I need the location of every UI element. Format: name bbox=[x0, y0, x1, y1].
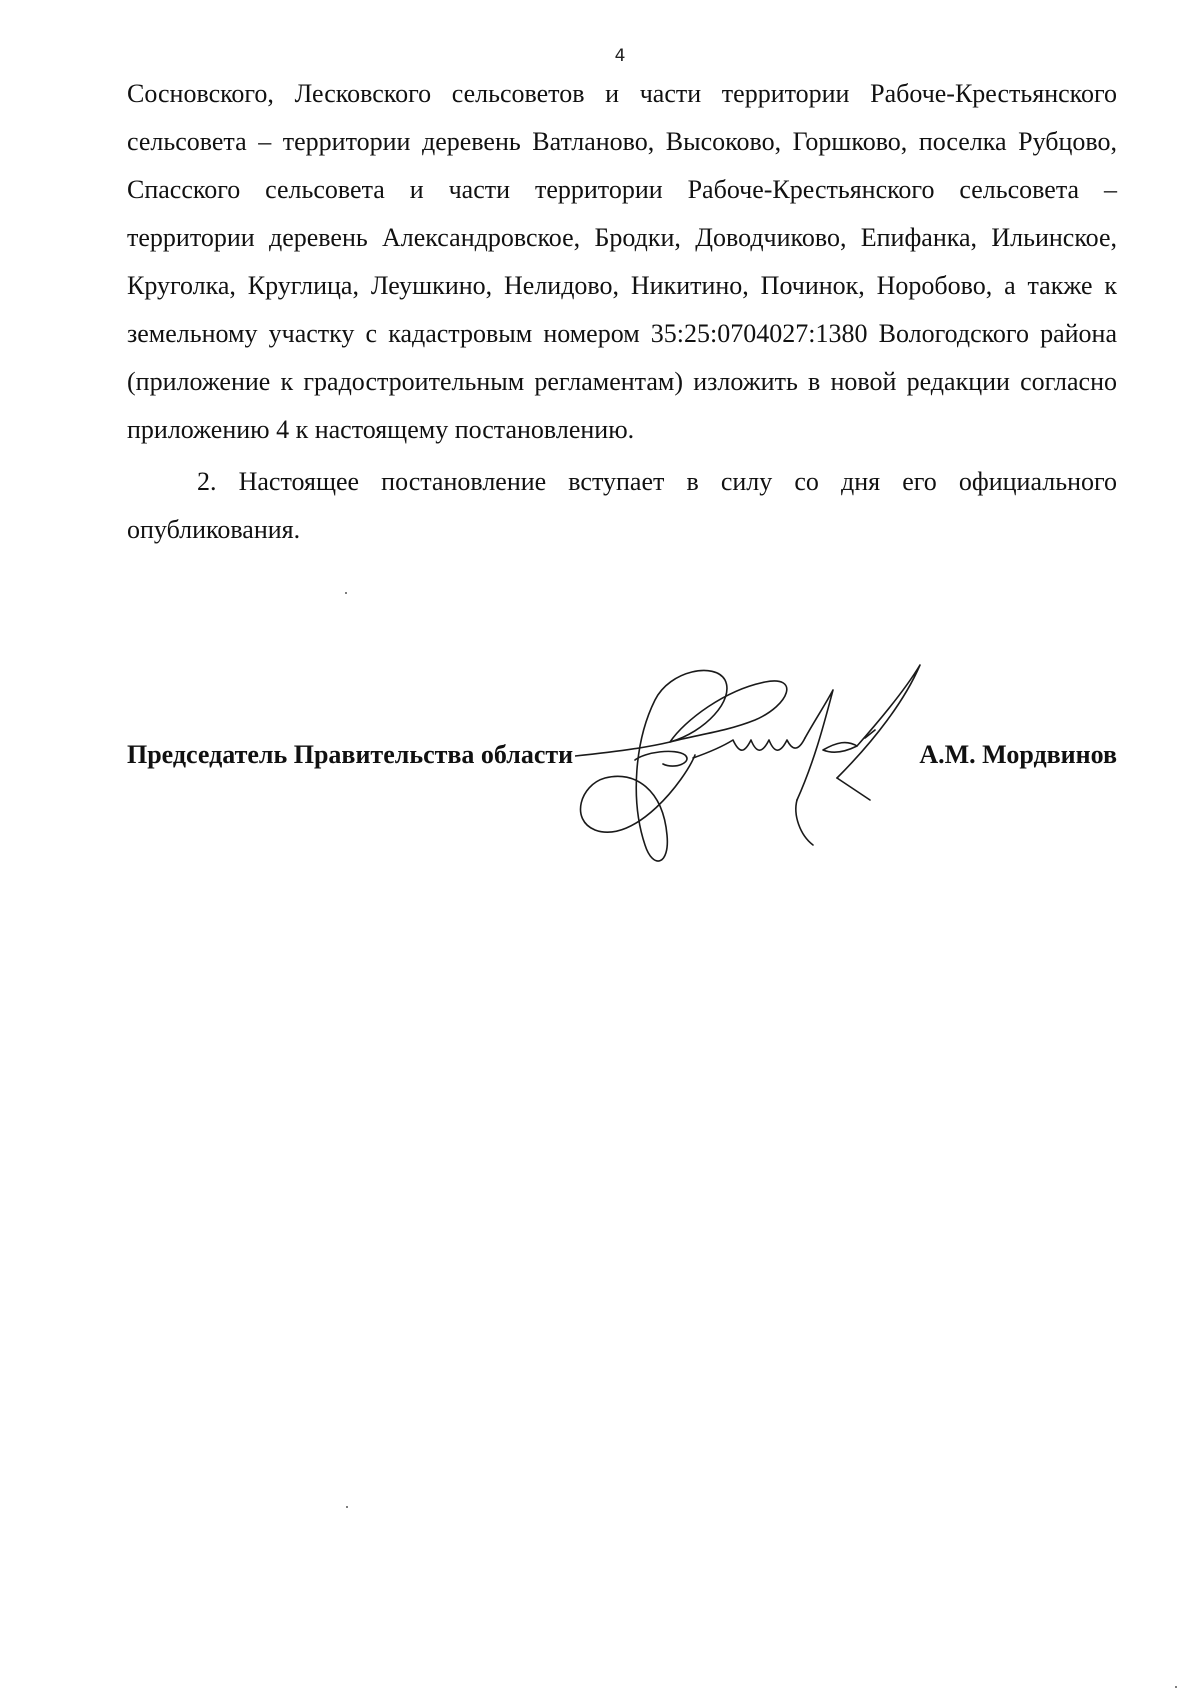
signature-block bbox=[127, 740, 1117, 780]
page-number: 4 bbox=[614, 46, 626, 66]
signatory-name: А.М. Мордвинов bbox=[919, 740, 1117, 769]
document-body bbox=[127, 70, 1117, 554]
scan-speck bbox=[345, 592, 347, 594]
signatory-title: Председатель Правительства области bbox=[127, 740, 574, 769]
paragraph-continuation: Сосновского, Лесковского сельсоветов и части территории Рабоче-Крестьянского сельсовета – территории деревень Ватланово, Высоково, Горшково, поселка Рубцово, Спасского сельсовета и части территории Рабоче-Крестьянского сельсовета – территории деревень Александровское, Бродки, Доводчиково, Епифанка, Ильинское, Круголка, Круглица, Леушкино, Нелидово, Никитино, Починок, Норобово, а также к земельному участку с кадастровым номером 35:25:0704027:1380 Вологодского района (приложение к градостроительным регламентам) изложить в новой редакции согласно приложению 4 к настоящему постановлению. bbox=[127, 79, 1117, 444]
scan-speck bbox=[1175, 1686, 1177, 1688]
paragraph-effective-date: 2. Настоящее постановление вступает в силу со дня его официального опубликования. bbox=[127, 467, 1117, 544]
scan-speck bbox=[346, 1506, 348, 1508]
